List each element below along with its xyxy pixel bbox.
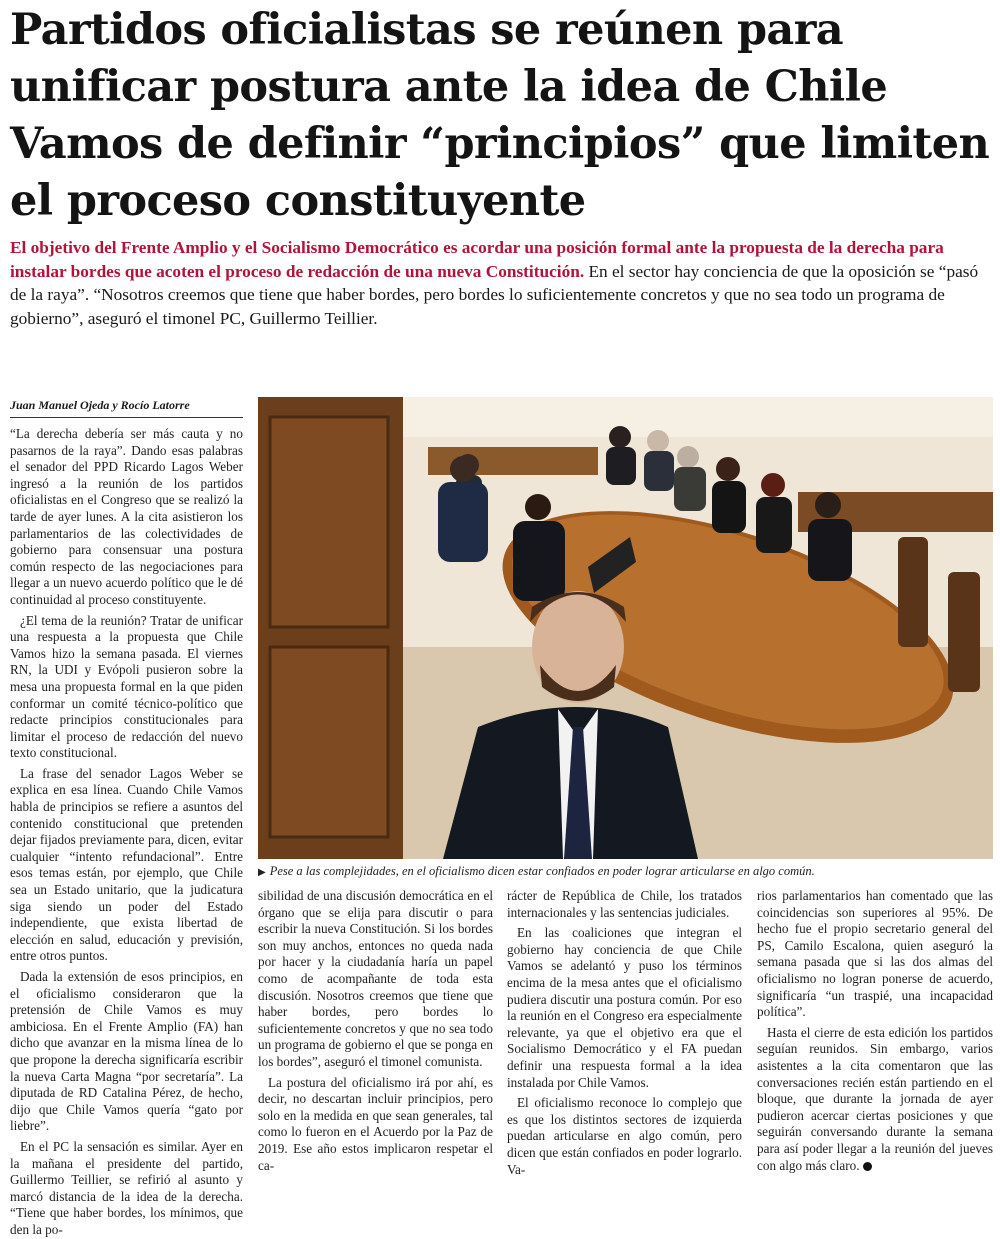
paragraph: En el PC la sensación es similar. Ayer en la mañana el presidente del partido, Guillermo Teillier, se refirió al asunto y marcó distancia de la idea de la derecha. “Tiene que haber bordes, los mínimos, que den la po- <box>10 1138 243 1237</box>
lead-paragraph <box>10 236 990 330</box>
person <box>525 494 551 520</box>
paragraph <box>757 1025 993 1174</box>
paragraph: La postura del oficialismo irá por ahí, es decir, no descartan incluir principios, pero solo en la medida en que sean generales, tal como lo fueron en el Acuerdo por la Paz de 2019. Ese año estos implicaron respetar el ca- <box>258 1074 493 1173</box>
paragraph: ¿El tema de la reunión? Tratar de unificar una respuesta a la propuesta que Chile Vamos hizo la semana pasada. El viernes RN, la UDI y Evópoli pusieron sobre la mesa una propuesta formal en la que piden conformar un comité técnico-político que redacte principios constitucionales para limitar el proceso de redacción del nuevo texto constitucional. <box>10 612 243 761</box>
paragraph: sibilidad de una discusión democrática en el órgano que se elija para discutir o para escribir la nueva Constitución. Si los bordes son muy anchos, entonces no queda nada por hacer y la ciudadanía haría un papel como de acompañante de toda esta discusión. Nosotros creemos que tiene que haber bordes, pero bordes lo suficientemente concretos y que no sea todo un programa de gobierno el que se ponga en los bordes”, aseguró el timonel comunista. <box>258 888 493 1069</box>
end-of-article-icon <box>863 1162 872 1171</box>
person <box>716 457 740 481</box>
meeting-illustration <box>258 397 993 859</box>
lead-highlight: El objetivo del Frente Amplio y el Socialismo Democrático es acordar una posición formal ante la propuesta de la derecha para instalar bordes que acoten el proceso de redacción de una nueva Constitución. <box>10 238 944 281</box>
paragraph: La frase del senador Lagos Weber se explica en esa línea. Cuando Chile Vamos habla de principios se refiere a asuntos del contenido constitucional que pretenden dejar fijados previamente para, dicen, evitar cualquier “intento refundacional”. Entre esos temas están, por ejemplo, que Chile sea un Estado unitario, que la judicatura siga siendo un poder del Estado independiente, que exista libertad de elección en salud, educación y previsión, entre otros puntos. <box>10 765 243 964</box>
person-body <box>513 521 565 601</box>
door-panel <box>270 417 388 627</box>
photo-caption <box>258 864 993 879</box>
paragraph: En las coaliciones que integran el gobierno hay conciencia de que Chile Vamos se adelantó y puso los términos encima de la mesa antes que el oficialismo pudiera discutir una postura común. Por eso la reunión en el Congreso era especialmente relevante, ya que el objetivo era que el Socialismo Democrático y el FA puedan definir una respuesta formal a la idea instalada por Chile Vamos. <box>507 925 742 1090</box>
paragraph: El oficialismo reconoce lo complejo que es que los distintos sectores de izquierda puedan articularse en algo común, pero dicen que están confiados en poder lograrlo. Va- <box>507 1095 742 1177</box>
person <box>677 446 699 468</box>
chair <box>948 572 980 692</box>
person-body <box>674 467 706 511</box>
person-body <box>756 497 792 553</box>
person-body <box>606 447 636 485</box>
person <box>647 430 669 452</box>
column-4 <box>757 888 993 1173</box>
paragraph: Dada la extensión de esos principios, en el oficialismo consideraron que la pretensión de Chile Vamos es muy ambiciosa. En el Frente Amplio (FA) han dicho que avanzar en la misma línea de lo que propone la derecha significaría escribir la nueva Carta Magna “por secretaría”. La diputada de RD Catalina Pérez, de hecho, dijo que Chile Vamos quería “gato por liebre”. <box>10 969 243 1134</box>
person-body <box>712 481 746 533</box>
person-body <box>438 482 488 562</box>
person <box>609 426 631 448</box>
photo-caption-text: Pese a las complejidades, en el oficialismo dicen estar confiados en poder lograr articularse en algo común. <box>269 864 815 878</box>
column-3 <box>507 888 742 1177</box>
byline: Juan Manuel Ojeda y Rocío Latorre <box>10 398 243 418</box>
chair <box>898 537 928 647</box>
door-panel <box>270 647 388 837</box>
paragraph: “La derecha debería ser más cauta y no pasarnos de la raya”. Dando esas palabras el senador del PPD Ricardo Lagos Weber ingresó a la reunión de los partidos oficialistas en el Congreso que se realizó la tarde de ayer lunes. A la cita asistieron los parlamentarios de las colectividades de gobierno para consensuar una postura común respecto de las negociaciones para llegar a un nuevo acuerdo político que le dé continuidad al proceso constituyente. <box>10 426 243 607</box>
ceiling-light <box>358 397 993 437</box>
caption-arrow-icon: ▶ <box>258 867 266 878</box>
headline: Partidos oficialistas se reúnen para unificar postura ante la idea de Chile Vamos de definir “principios” que limiten el proceso constituyente <box>10 5 990 226</box>
paragraph: rácter de República de Chile, los tratados internacionales y las sentencias judiciales. <box>507 888 742 920</box>
paragraph: rios parlamentarios han comentado que las coincidencias son superiores al 95%. De hecho fue el propio secretario general del PS, Camilo Escalona, quien aseguró la semana pasada que si las dos almas del oficialismo no logran ponerse de acuerdo, significaría “un traspié, una incapacidad política”. <box>757 888 993 1020</box>
person <box>815 492 841 518</box>
meeting-photo <box>258 397 993 859</box>
column-1 <box>10 426 243 1237</box>
paragraph-text: Hasta el cierre de esta edición los partidos seguían reunidos. Sin embargo, varios asistentes a la cita comentaron que las conversaciones recién están partiendo en el bloque, que durante la jornada de ayer pudieron acercar ciertas posiciones y que seguirán conversando durante la semana para así poder llegar a la reunión del jueves con algo más claro. <box>757 1024 993 1173</box>
lead-rest: En el sector hay conciencia de que la oposición se “pasó de la raya”. “Nosotros creemos que tiene que haber bordes, pero bordes lo suficientemente concretos y que no sea todo un programa de gobierno”, aseguró el timonel PC, Guillermo Teillier. <box>10 261 979 328</box>
column-2 <box>258 888 493 1173</box>
person-body <box>808 519 852 581</box>
person <box>761 473 785 497</box>
person <box>450 456 476 482</box>
person-body <box>644 451 674 491</box>
